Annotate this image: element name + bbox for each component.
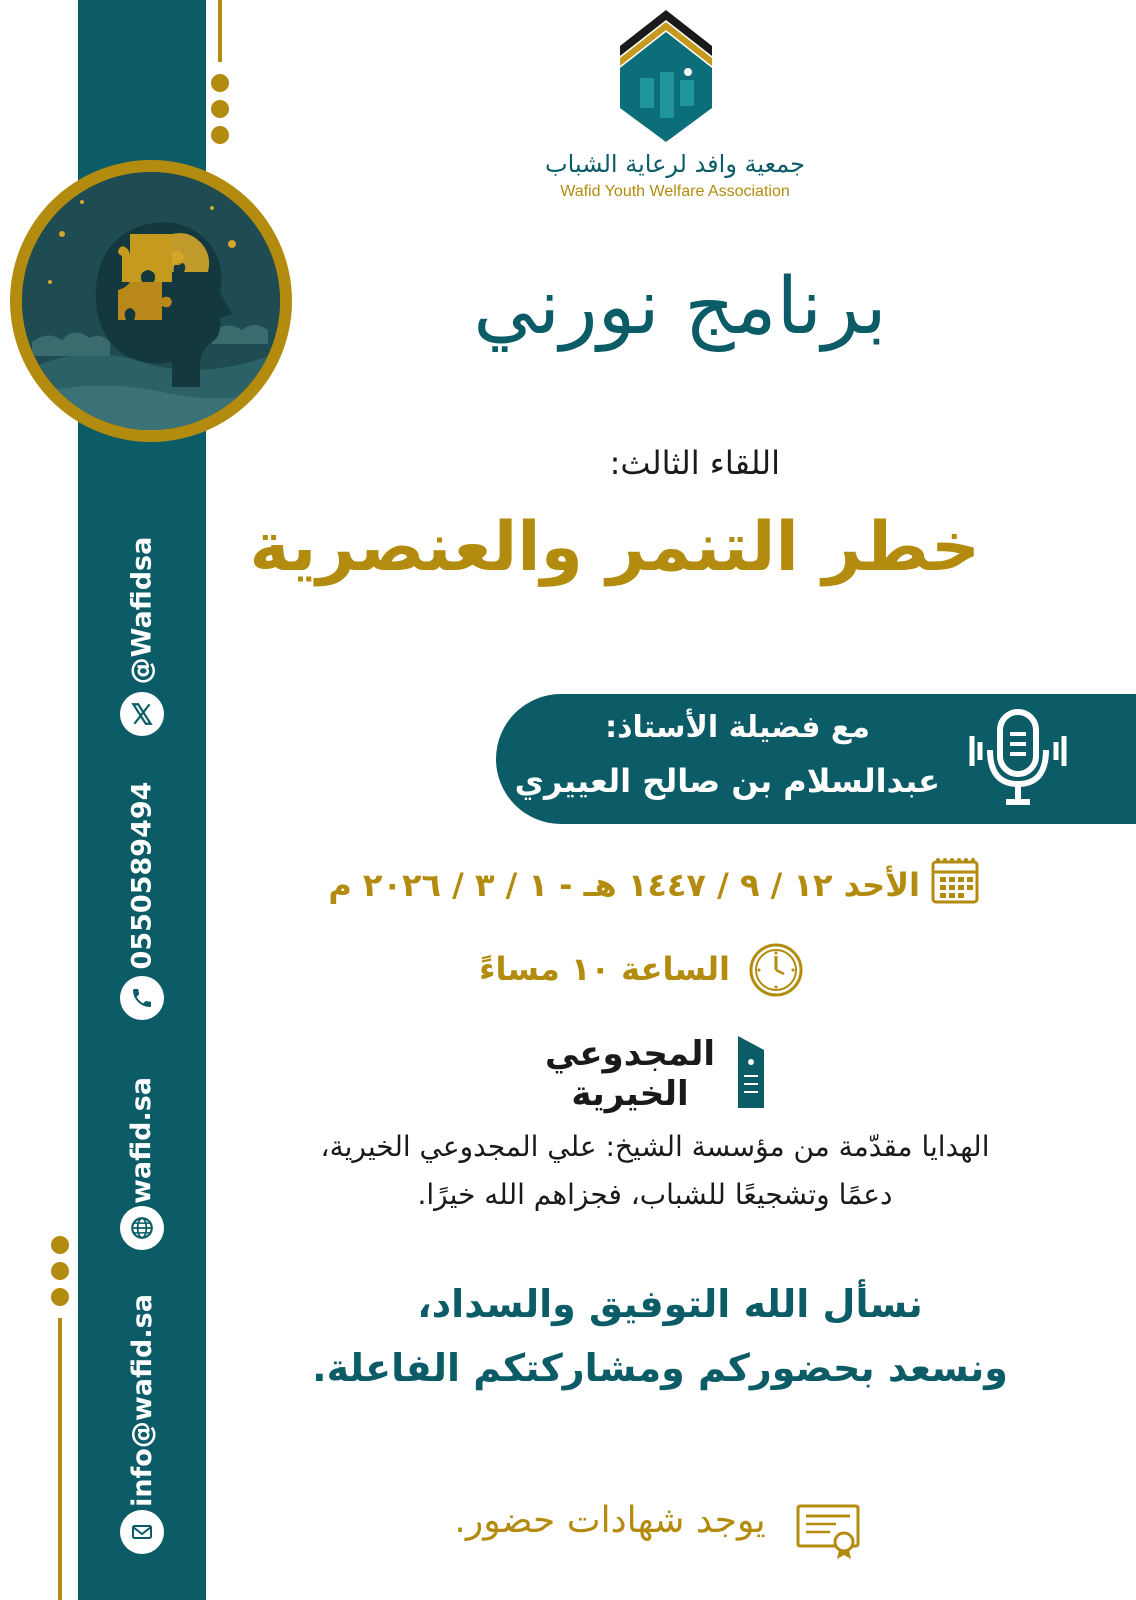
sponsor-logo-icon [734,1032,768,1112]
head-puzzle-medallion [10,160,292,442]
mail-icon[interactable] [120,1510,164,1554]
decor-dot [211,100,229,118]
globe-icon[interactable] [120,1206,164,1250]
twitter-handle-row[interactable] [78,536,206,684]
decor-dot [211,126,229,144]
decor-dot [51,1236,69,1254]
website-url: wafid.sa [126,1076,158,1204]
event-time: الساعة ١٠ مساءً [479,950,730,988]
decor-dot [51,1288,69,1306]
calendar-icon [930,856,980,906]
sponsor-name-line2: الخيرية [571,1074,689,1114]
gift-note-line1: الهدايا مقدّمة من مؤسسة الشيخ: علي المجدوعي الخيرية، [320,1130,990,1163]
email-row[interactable] [78,1293,206,1507]
email-address: info@wafid.sa [126,1293,158,1507]
website-row[interactable] [78,1076,206,1204]
phone-number: 0550589494 [126,781,158,969]
certificate-note: يوجد شهادات حضور. [454,1500,766,1541]
wafid-logo [618,8,714,144]
decor-dot [211,74,229,92]
microphone-icon [966,704,1070,808]
speaker-prefix: مع فضيلة الأستاذ: [605,710,870,745]
lecture-title: خطر التنمر والعنصرية [249,508,980,587]
program-title: برنامج نورني [473,262,887,352]
gift-note-line2: دعمًا وتشجيعًا للشباب، فجزاهم الله خيرًا. [417,1178,893,1211]
clock-icon [748,942,804,998]
closing-line2: ونسعد بحضوركم ومشاركتكم الفاعلة. [312,1346,1008,1390]
head-puzzle-illustration [22,172,280,430]
meeting-label: اللقاء الثالث: [609,444,780,482]
decor-line-bottom [58,1318,62,1600]
organization-name-english: Wafid Youth Welfare Association [560,183,790,200]
speaker-name: عبدالسلام بن صالح العييري [514,762,940,800]
phone-number-row[interactable] [78,781,206,969]
organization-name-arabic: جمعية وافد لرعاية الشباب [545,150,805,178]
x-icon[interactable] [120,692,164,736]
phone-icon[interactable] [120,976,164,1020]
decor-dot [51,1262,69,1280]
decor-line-top [218,0,222,62]
certificate-icon [796,1502,862,1560]
event-date: الأحد ١٢ / ٩ / ١٤٤٧ هـ - ١ / ٣ / ٢٠٢٦ م [328,866,920,904]
sponsor-name-line1: المجدوعي [544,1034,716,1074]
closing-line1: نسأل الله التوفيق والسداد، [417,1282,923,1326]
twitter-handle: @Wafidsa [126,536,158,684]
